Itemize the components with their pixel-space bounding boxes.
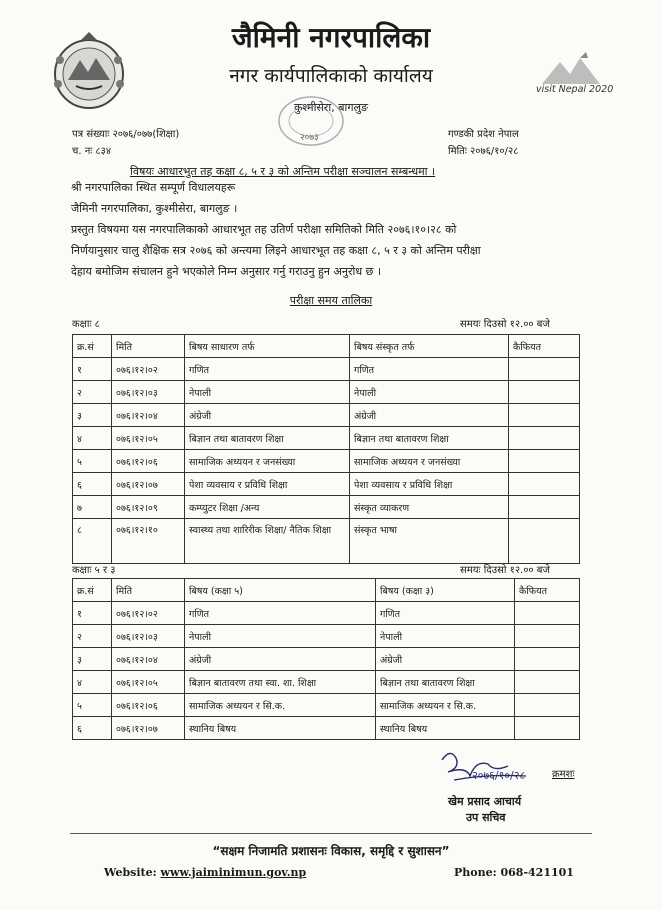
cell-date: ०७६।१२।०७ xyxy=(112,473,185,496)
footer-motto: “सक्षम निजामति प्रशासनः विकास, समृद्दि र सुशासन” xyxy=(212,844,450,858)
cell-date: ०७६।१२।०६ xyxy=(112,450,185,473)
office-subtitle: नगर कार्यपालिकाको कार्यालय xyxy=(229,65,433,87)
cell-subject-b: पेशा व्यवसाय र प्रविधि शिक्षा xyxy=(350,473,509,496)
table-row xyxy=(73,671,580,694)
cell-remarks xyxy=(515,625,580,648)
cell-serial: ६ xyxy=(73,717,112,740)
signatory-name: खेम प्रसाद आचार्य xyxy=(448,795,522,808)
cell-subject-b: सामाजिक अध्ययन र जनसंख्या xyxy=(350,450,509,473)
signatory-title: उप सचिव xyxy=(466,811,506,824)
cell-subject-a: सामाजिक अध्ययन र सि.क. xyxy=(185,694,376,717)
cell-remarks xyxy=(509,427,580,450)
col-date: मिति xyxy=(112,335,185,358)
cell-subject-b: नेपाली xyxy=(376,625,515,648)
class53-time: समयः दिउसो १२.०० बजे xyxy=(460,565,550,576)
cell-remarks xyxy=(515,602,580,625)
cell-subject-a: स्थानिय बिषय xyxy=(185,717,376,740)
class53-timetable xyxy=(72,578,580,740)
cell-subject-a: नेपाली xyxy=(185,625,376,648)
table-row xyxy=(73,473,580,496)
body-line: निर्णयानुसार चालु शैक्षिक सत्र २०७६ को अन्त्यमा लिइने आधारभूत तह कक्षा ८, ५ र ३ को अन्तिम परीक्षा xyxy=(71,244,481,257)
cell-subject-a: बिज्ञान बातावरण तथा स्वा. शा. शिक्षा xyxy=(185,671,376,694)
signature-date: २०७६/१०/२८ xyxy=(472,769,526,782)
table-header-row xyxy=(73,579,580,602)
cell-serial: ५ xyxy=(73,450,112,473)
cell-remarks xyxy=(509,450,580,473)
cell-date: ०७६।१२।०२ xyxy=(112,602,185,625)
province-name: गण्डकी प्रदेश नेपाल xyxy=(448,129,519,140)
cell-serial: ३ xyxy=(73,648,112,671)
footer-divider xyxy=(70,833,592,834)
cell-subject-b: अंग्रेजी xyxy=(376,648,515,671)
cell-subject-a: अंग्रेजी xyxy=(185,648,376,671)
cell-subject-b: संस्कृत व्याकरण xyxy=(350,496,509,519)
cell-remarks xyxy=(515,717,580,740)
table-row xyxy=(73,717,580,740)
cell-remarks xyxy=(509,404,580,427)
continued-label: क्रमशः xyxy=(552,769,575,780)
cell-subject-b: नेपाली xyxy=(350,381,509,404)
cell-subject-a: अंग्रेजी xyxy=(185,404,350,427)
cell-remarks xyxy=(509,473,580,496)
cell-subject-b: संस्कृत भाषा xyxy=(350,519,509,564)
table-row xyxy=(73,602,580,625)
col-subject-class3: बिषय (कक्षा ३) xyxy=(376,579,515,602)
reference-number: पत्र संख्याः २०७६/०७७(शिक्षा) xyxy=(72,129,180,140)
cell-subject-a: स्वास्थ्य तथा शारिरीक शिक्षा/ नैतिक शिक्षा xyxy=(185,519,350,564)
cell-date: ०७६।१२।०५ xyxy=(112,427,185,450)
cell-remarks xyxy=(515,671,580,694)
cell-subject-a: सामाजिक अध्ययन र जनसंख्या xyxy=(185,450,350,473)
cell-serial: २ xyxy=(73,625,112,648)
cell-subject-a: गणित xyxy=(185,358,350,381)
cell-subject-b: गणित xyxy=(376,602,515,625)
table-row xyxy=(73,450,580,473)
table-row xyxy=(73,625,580,648)
cell-serial: ४ xyxy=(73,427,112,450)
cell-serial: ८ xyxy=(73,519,112,564)
col-subject-sanskrit: बिषय संस्कृत तर्फ xyxy=(350,335,509,358)
office-location: कुश्मीसेरा, बागलुङ xyxy=(293,101,369,114)
cell-date: ०७६।१२।०५ xyxy=(112,671,185,694)
col-serial: क्र.सं xyxy=(73,579,112,602)
cell-serial: ४ xyxy=(73,671,112,694)
table-header-row xyxy=(73,335,580,358)
class8-label: कक्षाः ८ xyxy=(72,319,100,330)
cell-serial: १ xyxy=(73,602,112,625)
letter-subject: विषयः आधारभुत तह कक्षा ८, ५ र ३ को अन्तिम परीक्षा सञ्चालन सम्बन्धमा । xyxy=(130,165,436,178)
col-remarks: कैफियत xyxy=(515,579,580,602)
website-label: Website: xyxy=(104,866,157,879)
footer-phone: Phone: 068-421101 xyxy=(454,866,574,879)
cell-date: ०७६।१२।१० xyxy=(112,519,185,564)
cell-serial: ३ xyxy=(73,404,112,427)
footer-website xyxy=(104,866,306,879)
cell-date: ०७६।१२।०७ xyxy=(112,717,185,740)
col-subject-class5: बिषय (कक्षा ५) xyxy=(185,579,376,602)
cell-date: ०७६।१२।०९ xyxy=(112,496,185,519)
table-row xyxy=(73,427,580,450)
cell-remarks xyxy=(509,519,580,564)
cell-serial: २ xyxy=(73,381,112,404)
table-row xyxy=(73,404,580,427)
col-subject-general: बिषय साधारण तर्फ xyxy=(185,335,350,358)
dispatch-number: च. नः ८३४ xyxy=(72,146,112,157)
cell-serial: ५ xyxy=(73,694,112,717)
cell-subject-a: गणित xyxy=(185,602,376,625)
letter-date: मितिः २०७६/१०/२८ xyxy=(448,146,519,157)
class8-time: समयः दिउसो १२.०० बजे xyxy=(460,319,550,330)
col-remarks: कैफियत xyxy=(509,335,580,358)
cell-subject-b: सामाजिक अध्ययन र सि.क. xyxy=(376,694,515,717)
col-serial: क्र.सं xyxy=(73,335,112,358)
cell-subject-a: नेपाली xyxy=(185,381,350,404)
cell-date: ०७६।१२।०४ xyxy=(112,648,185,671)
body-line: प्रस्तुत विषयमा यस नगरपालिकाको आधारभूत तह उतिर्ण परीक्षा समितिको मिति २०७६।१०।२८ को xyxy=(71,223,457,236)
cell-date: ०७६।१२।०३ xyxy=(112,625,185,648)
timetable-title: परीक्षा समय तालिका xyxy=(289,294,373,307)
table-row xyxy=(73,358,580,381)
cell-date: ०७६।१२।०२ xyxy=(112,358,185,381)
cell-subject-a: कम्प्युटर शिक्षा /अन्य xyxy=(185,496,350,519)
signature-scrawl xyxy=(436,746,536,794)
visit-nepal-text: visit Nepal 2020 xyxy=(536,84,614,95)
cell-date: ०७६।१२।०६ xyxy=(112,694,185,717)
class53-label: कक्षाः ५ र ३ xyxy=(72,565,116,576)
cell-remarks xyxy=(509,496,580,519)
cell-date: ०७६।१२।०३ xyxy=(112,381,185,404)
table-row xyxy=(73,381,580,404)
cell-remarks xyxy=(509,358,580,381)
class8-timetable xyxy=(72,334,580,564)
table-row xyxy=(73,648,580,671)
cell-subject-b: अंग्रेजी xyxy=(350,404,509,427)
cell-subject-b: बिज्ञान तथा बातावरण शिक्षा xyxy=(376,671,515,694)
cell-remarks xyxy=(515,648,580,671)
cell-subject-a: बिज्ञान तथा बातावरण शिक्षा xyxy=(185,427,350,450)
website-link[interactable]: www.jaiminimun.gov.np xyxy=(160,866,307,879)
cell-remarks xyxy=(515,694,580,717)
cell-subject-a: पेशा व्यवसाय र प्रविधि शिक्षा xyxy=(185,473,350,496)
visit-nepal-logo xyxy=(536,48,614,104)
cell-serial: ६ xyxy=(73,473,112,496)
recipient: श्री नगरपालिका स्थित सम्पूर्ण विधालयहरू xyxy=(71,181,236,194)
recipient-address: जैमिनी नगरपालिका, कुश्मीसेरा, बागलुङ । xyxy=(71,202,238,215)
office-stamp xyxy=(276,94,346,148)
office-title: जैमिनी नगरपालिका xyxy=(231,21,431,54)
cell-serial: ७ xyxy=(73,496,112,519)
cell-subject-b: बिज्ञान तथा बातावरण शिक्षा xyxy=(350,427,509,450)
col-date: मिति xyxy=(112,579,185,602)
stamp-year: २०७३ xyxy=(300,133,319,143)
cell-subject-b: स्थानिय बिषय xyxy=(376,717,515,740)
table-row xyxy=(73,496,580,519)
cell-remarks xyxy=(509,381,580,404)
body-line: देहाय बमोजिम संचालन हुने भएकोले निम्न अनुसार गर्नु गराउनु हुन अनुरोध छ । xyxy=(71,265,381,278)
cell-subject-b: गणित xyxy=(350,358,509,381)
table-row xyxy=(73,694,580,717)
cell-date: ०७६।१२।०४ xyxy=(112,404,185,427)
table-row xyxy=(73,519,580,564)
cell-serial: १ xyxy=(73,358,112,381)
